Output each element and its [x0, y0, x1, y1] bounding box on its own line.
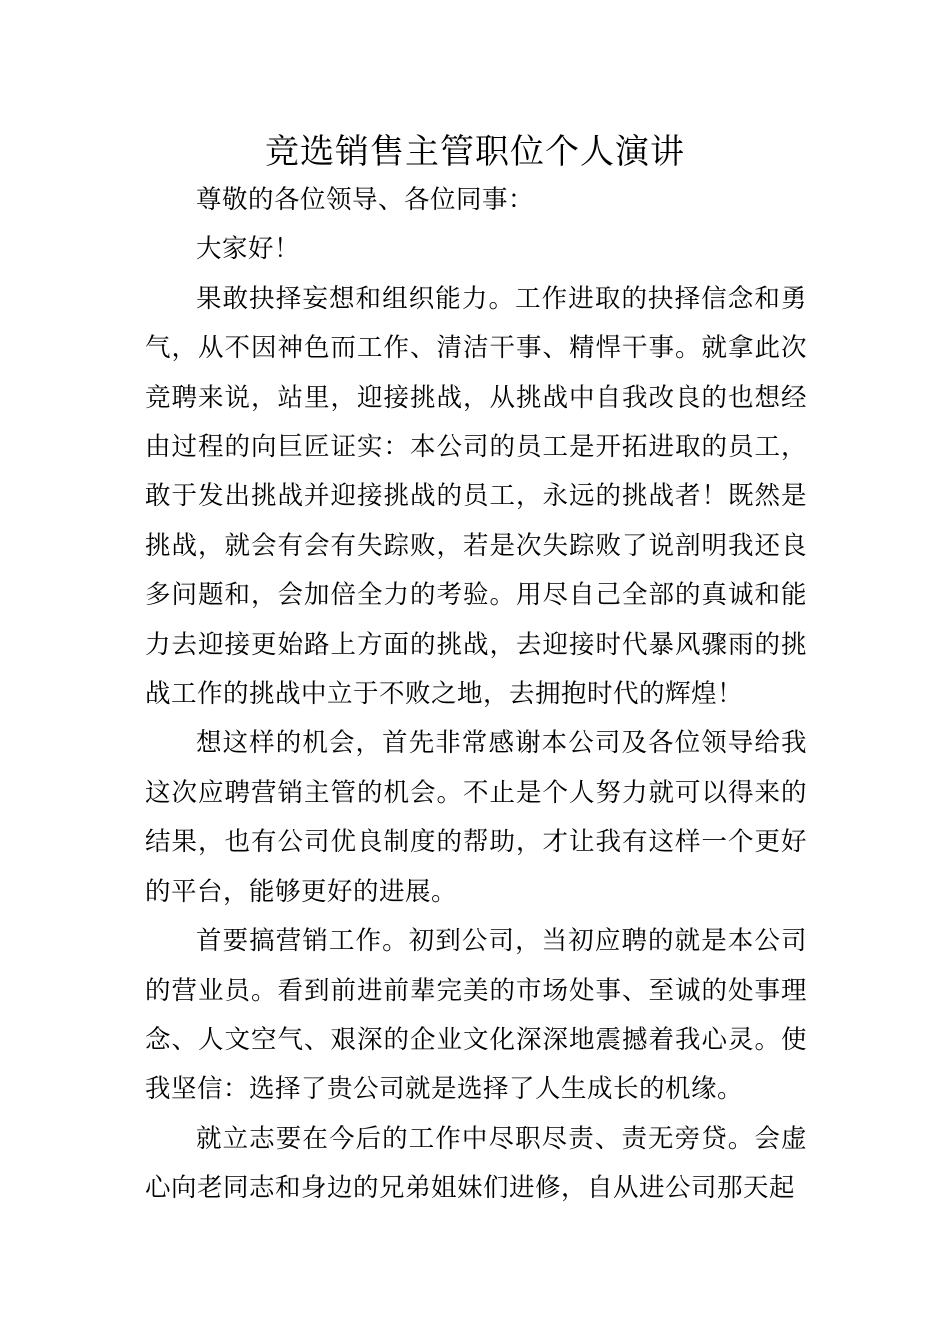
- document-title: 竞选销售主管职位个人演讲: [265, 132, 685, 172]
- greeting: 大家好！: [196, 234, 301, 265]
- paragraph: 果敢抉择妄想和组织能力。工作进取的抉择信念和勇气，从不因神色而工作、清洁干事、精悍干事。就拿此次竞聘来说，站里，迎接挑战，从挑战中自我改良的也想经由过程的向巨匠证实：本公司的员工是开拓进取的员工，敢于发出挑战并迎接挑战的员工，永远的挑战者！既然是挑战，就会有会有失踪败，若是次失踪败了说剖明我还良多问题和，会加倍全力的考验。用尽自己全部的真诚和能力去迎接更始路上方面的挑战，去迎接时代暴风骤雨的挑战工作的挑战中立于不败之地，去拥抱时代的辉煌！: [145, 283, 807, 710]
- paragraph: 想这样的机会，首先非常感谢本公司及各位领导给我这次应聘营销主管的机会。不止是个人努力就可以得来的结果，也有公司优良制度的帮助，才让我有这样一个更好的平台，能够更好的进展。: [145, 728, 807, 907]
- paragraph: 就立志要在今后的工作中尽职尽责、责无旁贷。会虚心向老同志和身边的兄弟姐妹们进修，自从进公司那天起: [145, 1123, 807, 1204]
- salutation: 尊敬的各位领导、各位同事：: [196, 185, 535, 215]
- paragraph: 首要搞营销工作。初到公司，当初应聘的就是本公司的营业员。看到前进前辈完美的市场处事、至诚的处事理念、人文空气、艰深的企业文化深深地震撼着我心灵。使我坚信：选择了贵公司就是选择了人生成长的机缘。: [145, 926, 807, 1105]
- document-body: [145, 176, 807, 1214]
